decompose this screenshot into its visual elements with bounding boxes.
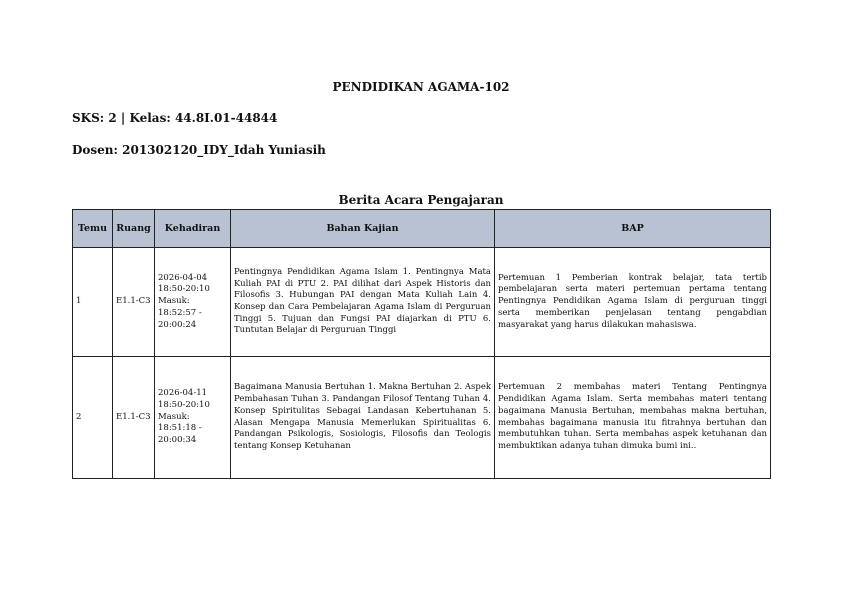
section-title: Berita Acara Pengajaran <box>338 193 504 207</box>
cell-temu: 1 <box>73 248 113 357</box>
cell-kehadiran: 2026-04-11 18:50-20:10 Masuk: 18:51:18 - 20:00:34 <box>155 357 231 479</box>
header-ruang: Ruang <box>113 210 155 248</box>
header-bahan-kajian: Bahan Kajian <box>231 210 495 248</box>
table-header-row <box>73 210 771 248</box>
cell-ruang: E1.1-C3 <box>113 357 155 479</box>
document-title: PENDIDIKAN AGAMA-102 <box>332 80 510 94</box>
dosen-info: Dosen: 201302120_IDY_Idah Yuniasih <box>72 143 326 157</box>
cell-temu: 2 <box>73 357 113 479</box>
cell-bap: Pertemuan 2 membahas materi Tentang Pentingnya Pendidikan Agama Islam. Serta membahas materi tentang bagaimana Manusia Bertuhan, membahas makna bertuhan, membahas bagaimana manusia itu fitrahnya bertuhan dan membutuhkan tuhan. Serta membahas aspek ketuhanan dan membuktikan adanya tuhan dimuka bumi ini.. <box>495 357 771 479</box>
header-kehadiran: Kehadiran <box>155 210 231 248</box>
cell-bahan-kajian: Bagaimana Manusia Bertuhan 1. Makna Bertuhan 2. Aspek Pembahasan Tuhan 3. Pandangan Filosof Tentang Tuhan 4. Konsep Spiritulitas Sebagai Landasan Kebertuhanan 5. Alasan Mengapa Manusia Memerlukan Spiritualitas 6. Pandangan Psikologis, Sosiologis, Filosofis dan Teologis tentang Konsep Ketuhanan <box>231 357 495 479</box>
table-row <box>73 357 771 479</box>
cell-kehadiran: 2026-04-04 18:50-20:10 Masuk: 18:52:57 - 20:00:24 <box>155 248 231 357</box>
cell-bahan-kajian: Pentingnya Pendidikan Agama Islam 1. Pentingnya Mata Kuliah PAI di PTU 2. PAI dilihat dari Aspek Historis dan Filosofis 3. Hubungan PAI dengan Mata Kuliah Lain 4. Konsep dan Cara Pembelajaran Agama Islam di Perguruan Tinggi 5. Tujuan dan Fungsi PAI diajarkan di PTU 6. Tuntutan Belajar di Perguruan Tinggi <box>231 248 495 357</box>
cell-bap: Pertemuan 1 Pemberian kontrak belajar, tata tertib pembelajaran serta materi pertemuan pertama tentang Pentingnya Pendidikan Agama Islam di perguruan tinggi serta memberikan penjelasan tentang pengabdian masyarakat yang harus dilakukan mahasiswa. <box>495 248 771 357</box>
table-row <box>73 248 771 357</box>
header-bap: BAP <box>495 210 771 248</box>
cell-ruang: E1.1-C3 <box>113 248 155 357</box>
bap-table <box>72 209 771 479</box>
header-temu: Temu <box>73 210 113 248</box>
sks-kelas-info: SKS: 2 | Kelas: 44.8I.01-44844 <box>72 111 278 125</box>
